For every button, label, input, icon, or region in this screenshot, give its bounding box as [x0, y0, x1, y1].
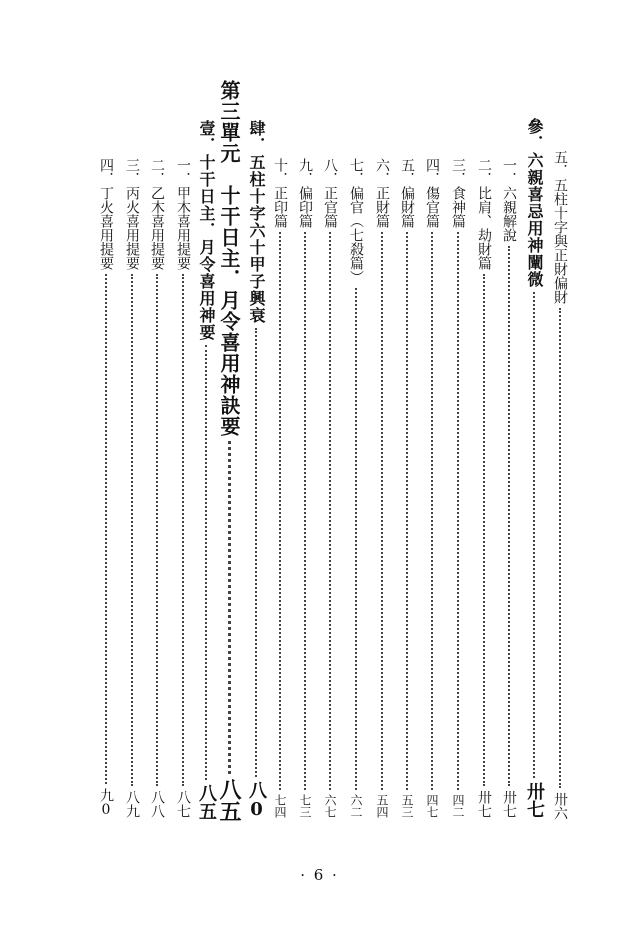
toc-entry-title: 四．丁火喜用提要: [98, 158, 114, 270]
toc-entry: [446, 158, 470, 818]
toc-entry-page: 卅六: [552, 792, 568, 820]
toc-entry-title: 四．傷官篇: [424, 158, 440, 228]
leader-dots: [559, 308, 561, 788]
toc-entry-page: 五三: [400, 794, 414, 818]
leader-dots: [205, 345, 207, 780]
toc-entry: [268, 158, 292, 818]
toc-entry-title: 二．乙木喜用提要: [149, 158, 165, 270]
toc-entry-title: 五．偏財篇: [399, 158, 415, 228]
leader-dots: [105, 274, 107, 784]
toc-entry-title: 十．正印篇: [272, 158, 288, 228]
leader-dots: [182, 274, 184, 786]
toc-entry-page: 八八: [149, 790, 165, 818]
toc-entry-page: 六七: [323, 794, 337, 818]
toc-entry: [94, 158, 118, 818]
toc-entry: [395, 158, 419, 818]
leader-dots: [483, 274, 485, 786]
toc-unit-title: 第三單元 十干日主．月令喜用神訣要: [217, 80, 241, 437]
toc-section: [194, 120, 218, 820]
toc-entry: [420, 158, 444, 818]
leader-dots: [255, 328, 257, 777]
toc-entry: [171, 158, 195, 818]
toc-entry-title: 三．食神篇: [450, 158, 466, 228]
toc-entry-title: 一．六親解說: [501, 158, 517, 242]
leader-dots: [131, 274, 133, 786]
toc-entry: [293, 158, 317, 818]
toc-entry-page: 七四: [273, 794, 287, 818]
toc-section: [244, 120, 268, 820]
leader-dots: [406, 232, 408, 790]
toc-entry: [548, 150, 572, 820]
leader-dots: [355, 288, 357, 790]
toc-entry-page: 六二: [349, 794, 363, 818]
toc-entry-page: 四七: [425, 794, 439, 818]
toc-entry-title: 三．丙火喜用提要: [124, 158, 140, 270]
toc-entry-page: 九0: [98, 788, 114, 818]
page-number: · 6 ·: [300, 866, 339, 884]
toc-entry-page: 四二: [451, 794, 465, 818]
toc-entry: [472, 158, 496, 818]
toc-entry: [120, 158, 144, 818]
leader-dots: [457, 232, 459, 790]
leader-dots: [533, 292, 535, 778]
leader-dots: [156, 274, 158, 786]
toc-section-page: 八五: [196, 784, 217, 820]
toc-entry-page: 八九: [124, 790, 140, 818]
toc-entry-page: 卅七: [501, 790, 517, 818]
toc-entry-title: 一．甲木喜用提要: [175, 158, 191, 270]
toc-entry: [344, 158, 368, 818]
toc-section-title: 參．六親喜忌用神闡微: [525, 118, 544, 288]
toc-section-page: 卅七: [524, 782, 545, 818]
toc-entry: [318, 158, 342, 818]
toc-entry-page: 卅七: [476, 790, 492, 818]
toc-entry-title: 二．比肩、劫財篇: [476, 158, 492, 270]
leader-dots: [381, 232, 383, 790]
toc-entry-title: 八．正官篇: [322, 158, 338, 228]
toc-entry-page: 五四: [375, 794, 389, 818]
toc-entry-title: 六．正財篇: [374, 158, 390, 228]
toc-entry: [370, 158, 394, 818]
toc-section: [522, 118, 546, 818]
toc-entry: [145, 158, 169, 818]
leader-dots: [228, 441, 231, 774]
toc-unit: [215, 80, 243, 822]
toc-entry-title: 五．五柱十字與正財偏財: [552, 150, 568, 304]
toc-entry-title: 九．偏印篇: [297, 158, 313, 228]
leader-dots: [431, 232, 433, 790]
toc-entry-title: 七．偏官（七殺篇）: [348, 158, 364, 284]
toc-entry: [497, 158, 521, 818]
toc-entry-page: 八七: [175, 790, 191, 818]
leader-dots: [304, 232, 306, 790]
toc-unit-page: 八五: [216, 778, 242, 822]
leader-dots: [508, 246, 510, 786]
toc-section-title: 肆．五柱十字六十甲子興衰: [247, 120, 266, 324]
leader-dots: [279, 232, 281, 790]
leader-dots: [329, 232, 331, 790]
toc-section-page: 八0: [246, 781, 267, 820]
toc-section-title: 壹．十干日主．月令喜用神要: [197, 120, 216, 341]
toc-entry-page: 七三: [298, 794, 312, 818]
